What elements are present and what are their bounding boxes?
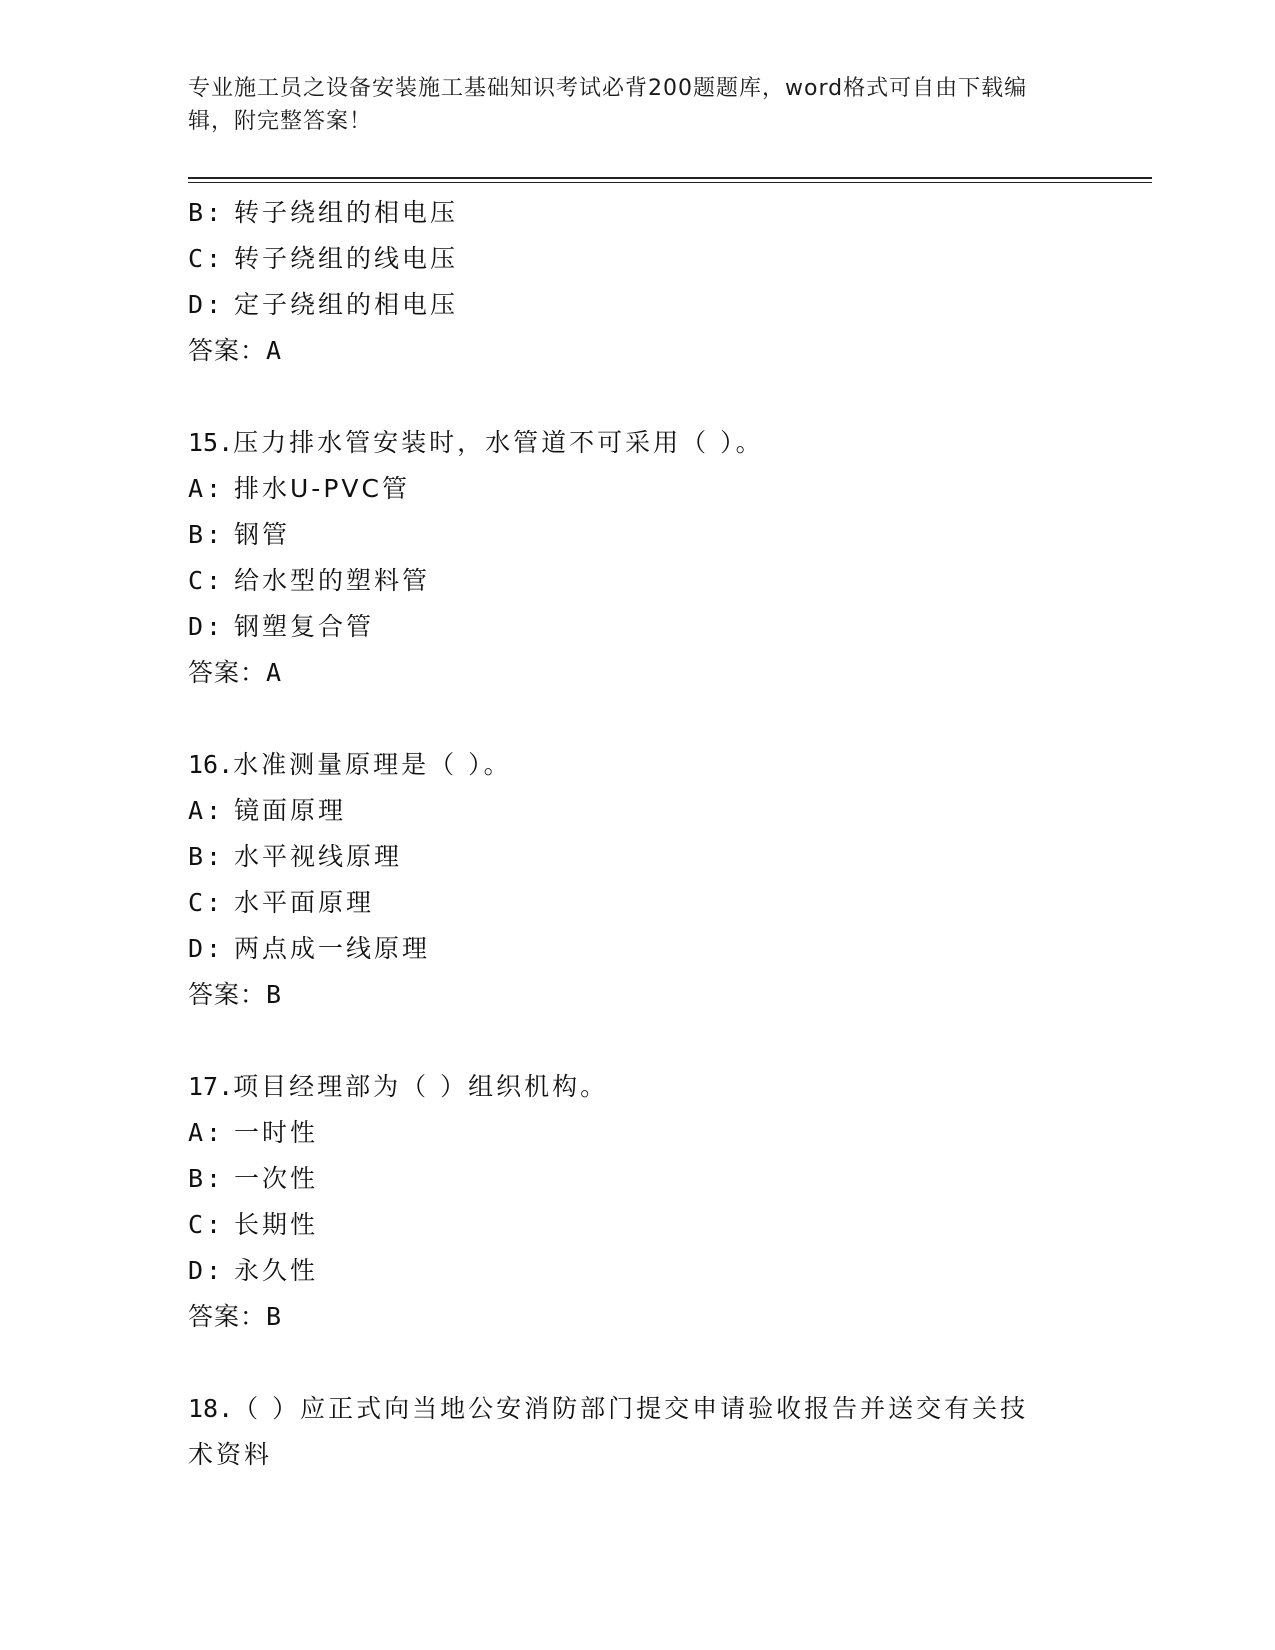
option-text: 两点成一线原理 xyxy=(234,934,431,963)
option-key: B: xyxy=(188,520,225,549)
question-number: 18. xyxy=(188,1394,234,1423)
question-text: 水准测量原理是（ ）。 xyxy=(233,750,512,779)
option-b xyxy=(188,512,1088,558)
option-text: 长期性 xyxy=(234,1210,319,1239)
option-d xyxy=(188,604,1088,650)
option-c xyxy=(188,236,1088,282)
answer-label: 答案： xyxy=(188,336,267,365)
answer-line xyxy=(188,972,1088,1018)
option-text: 给水型的塑料管 xyxy=(234,566,431,595)
option-text: 定子绕组的相电压 xyxy=(234,290,459,319)
document-body xyxy=(188,190,1088,1478)
option-key: C: xyxy=(188,888,225,917)
option-c xyxy=(188,880,1088,926)
option-text: 一次性 xyxy=(234,1164,319,1193)
answer-label: 答案： xyxy=(188,980,267,1009)
option-text: 转子绕组的线电压 xyxy=(234,244,459,273)
option-key: A: xyxy=(188,1118,225,1147)
answer-value: A xyxy=(266,336,283,365)
question-stem xyxy=(188,420,1048,466)
answer-line xyxy=(188,1294,1088,1340)
option-a xyxy=(188,1110,1088,1156)
option-text: 排水U-PVC管 xyxy=(234,474,410,503)
question-stem xyxy=(188,1386,1048,1478)
option-key: C: xyxy=(188,1210,225,1239)
option-d xyxy=(188,1248,1088,1294)
option-text: 镜面原理 xyxy=(234,796,347,825)
question-stem xyxy=(188,742,1048,788)
option-key: D: xyxy=(188,934,225,963)
question-number: 15. xyxy=(188,428,234,457)
option-key: C: xyxy=(188,244,225,273)
option-key: C: xyxy=(188,566,225,595)
page-header: 专业施工员之设备安装施工基础知识考试必背200题题库，word格式可自由下载编辑，附完整答案！ xyxy=(188,76,1028,134)
question-text: 压力排水管安装时，水管道不可采用（ ）。 xyxy=(233,428,764,457)
option-b xyxy=(188,1156,1088,1202)
option-a xyxy=(188,788,1088,834)
option-key: A: xyxy=(188,796,225,825)
question-number: 17. xyxy=(188,1072,234,1101)
question-14-tail xyxy=(188,190,1088,374)
question-text: （ ）应正式向当地公安消防部门提交申请验收报告并送交有关技术资料 xyxy=(188,1394,1029,1469)
question-number: 16. xyxy=(188,750,234,779)
answer-line xyxy=(188,650,1088,696)
option-text: 水平面原理 xyxy=(234,888,375,917)
option-c xyxy=(188,558,1088,604)
answer-value: B xyxy=(266,1302,283,1331)
option-text: 水平视线原理 xyxy=(234,842,403,871)
option-key: B: xyxy=(188,1164,225,1193)
option-key: B: xyxy=(188,198,225,227)
question-18 xyxy=(188,1386,1088,1478)
question-17 xyxy=(188,1064,1088,1340)
option-key: B: xyxy=(188,842,225,871)
question-16 xyxy=(188,742,1088,1018)
question-text: 项目经理部为（ ）组织机构。 xyxy=(233,1072,609,1101)
option-key: A: xyxy=(188,474,225,503)
option-text: 钢塑复合管 xyxy=(234,612,375,641)
option-text: 钢管 xyxy=(234,520,291,549)
option-a xyxy=(188,466,1088,512)
answer-label: 答案： xyxy=(188,658,267,687)
option-d xyxy=(188,926,1088,972)
question-15 xyxy=(188,420,1088,696)
option-key: D: xyxy=(188,1256,225,1285)
answer-value: A xyxy=(266,658,283,687)
option-d xyxy=(188,282,1088,328)
header-divider xyxy=(188,177,1152,183)
answer-value: B xyxy=(266,980,283,1009)
option-c xyxy=(188,1202,1088,1248)
option-b xyxy=(188,834,1088,880)
question-stem xyxy=(188,1064,1048,1110)
option-text: 转子绕组的相电压 xyxy=(234,198,459,227)
option-text: 一时性 xyxy=(234,1118,319,1147)
option-b xyxy=(188,190,1088,236)
option-key: D: xyxy=(188,290,225,319)
answer-line xyxy=(188,328,1088,374)
answer-label: 答案： xyxy=(188,1302,267,1331)
option-text: 永久性 xyxy=(234,1256,319,1285)
option-key: D: xyxy=(188,612,225,641)
